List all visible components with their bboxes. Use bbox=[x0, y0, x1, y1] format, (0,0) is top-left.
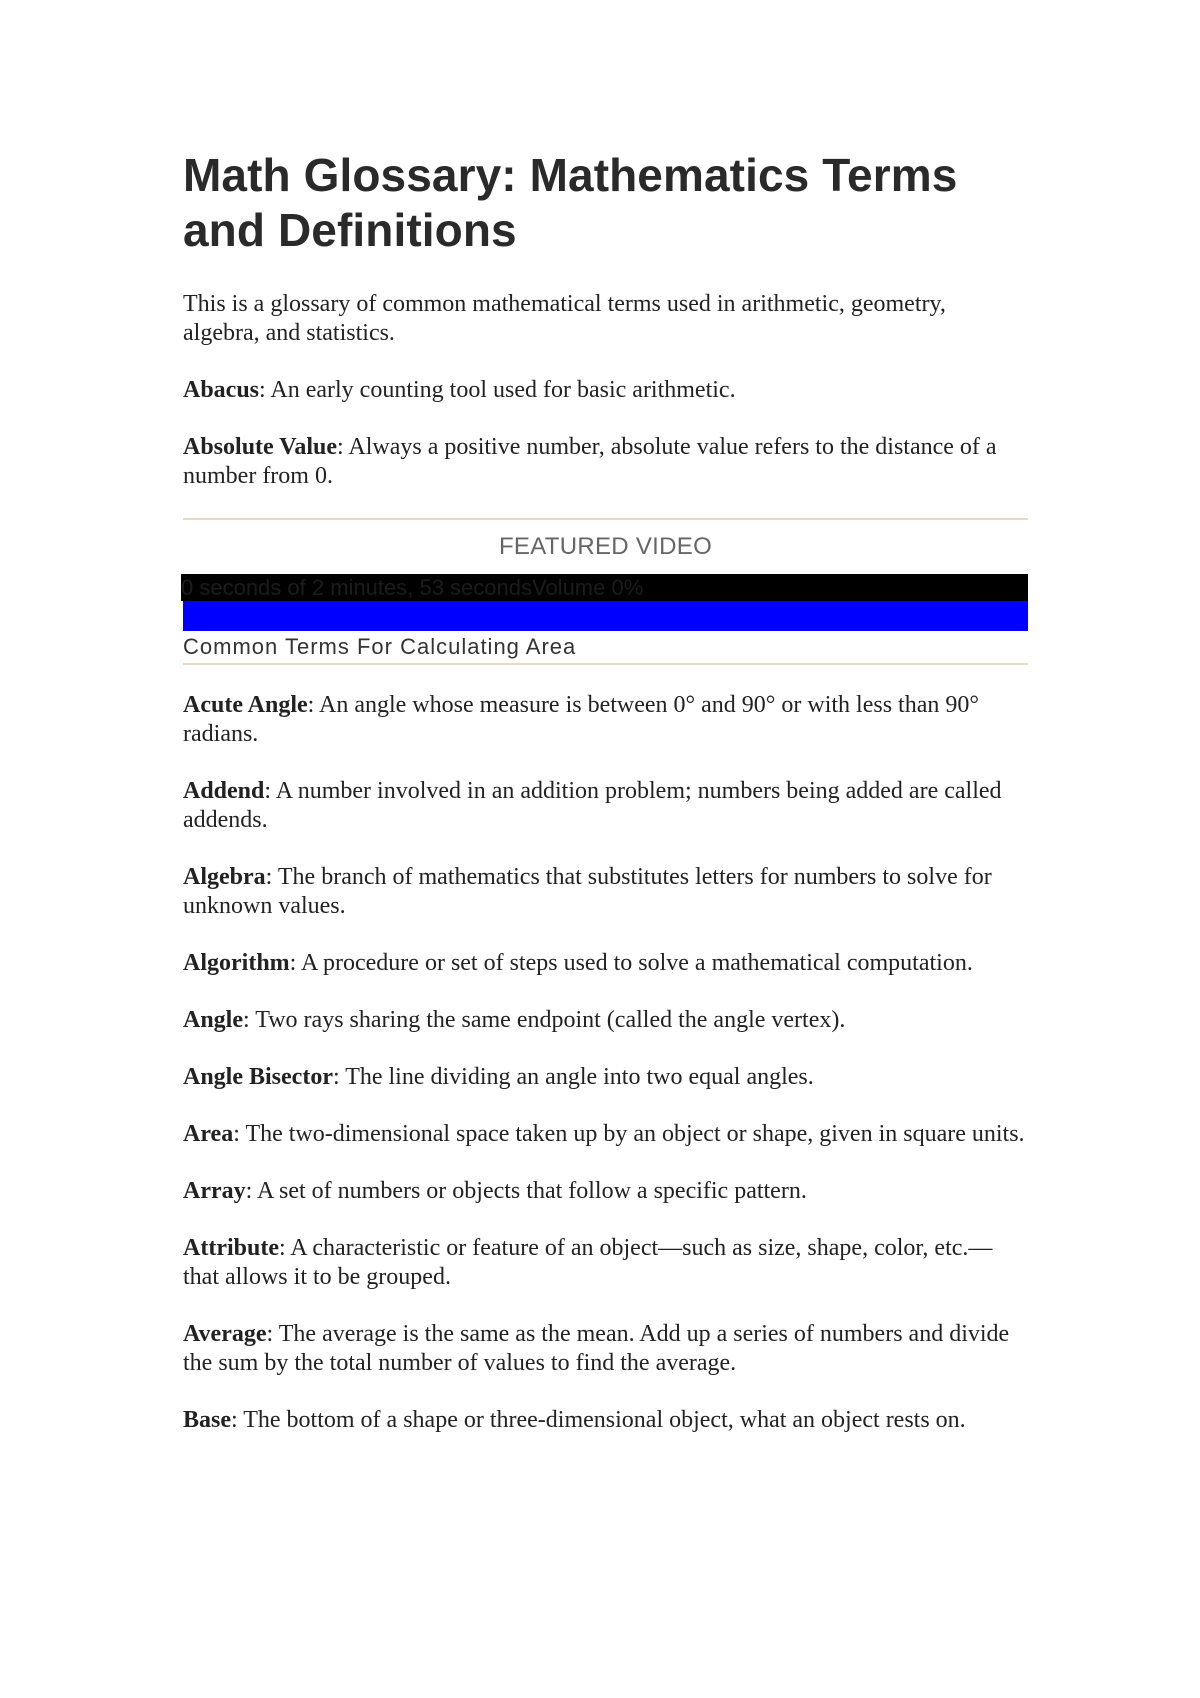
entry-term: Acute Angle bbox=[183, 692, 308, 718]
intro-paragraph: This is a glossary of common mathematical terms used in arithmetic, geometry, algebra, and statistics. bbox=[183, 291, 946, 346]
entry-term: Area bbox=[183, 1121, 234, 1147]
entry-definition: : The average is the same as the mean. Add up a series of numbers and divide the sum by the total number of values to find the average. bbox=[183, 1321, 1010, 1376]
glossary-entry bbox=[183, 949, 1028, 978]
video-player[interactable] bbox=[183, 601, 1028, 631]
entry-definition: : A characteristic or feature of an object—such as size, shape, color, etc.—that allows it to be grouped. bbox=[183, 1235, 993, 1290]
glossary-list bbox=[183, 691, 1028, 1435]
entry-term: Array bbox=[183, 1178, 246, 1204]
glossary-entry bbox=[183, 1006, 1028, 1035]
entry-definition: : The two-dimensional space taken up by an object or shape, given in square units. bbox=[233, 1121, 1025, 1147]
glossary-entry bbox=[183, 1320, 1028, 1378]
glossary-entry bbox=[183, 777, 1028, 835]
entry-term: Abacus bbox=[183, 377, 260, 403]
entry-term: Absolute Value bbox=[183, 434, 338, 460]
page-title: Math Glossary: Mathematics Terms and Definitions bbox=[183, 149, 958, 256]
glossary-entry bbox=[183, 691, 1028, 749]
glossary-entry bbox=[183, 1177, 1028, 1206]
entry-definition: : The line dividing an angle into two equal angles. bbox=[332, 1064, 814, 1090]
entry-definition: : A set of numbers or objects that follow a specific pattern. bbox=[245, 1178, 807, 1204]
video-caption[interactable]: Common Terms For Calculating Area bbox=[183, 634, 577, 659]
entry-term: Angle bbox=[183, 1007, 243, 1033]
entry-term: Attribute bbox=[183, 1235, 279, 1261]
glossary-entry-abacus bbox=[183, 376, 1028, 405]
entry-definition: : The bottom of a shape or three-dimensional object, what an object rests on. bbox=[231, 1407, 966, 1433]
video-player-status[interactable]: 0 seconds of 2 minutes, 53 secondsVolume 0% bbox=[181, 574, 1028, 601]
entry-definition: : A procedure or set of steps used to solve a mathematical computation. bbox=[289, 950, 973, 976]
featured-video-label: FEATURED VIDEO bbox=[498, 533, 713, 560]
glossary-entry bbox=[183, 1234, 1028, 1292]
entry-definition: : Always a positive number, absolute value refers to the distance of a number from 0. bbox=[183, 434, 997, 489]
entry-definition: : The branch of mathematics that substitutes letters for numbers to solve for unknown values. bbox=[183, 864, 992, 919]
glossary-entry bbox=[183, 863, 1028, 921]
entry-term: Base bbox=[183, 1407, 231, 1433]
entry-definition: : Two rays sharing the same endpoint (called the angle vertex). bbox=[243, 1007, 846, 1033]
entry-term: Algorithm bbox=[183, 950, 290, 976]
entry-definition: : An angle whose measure is between 0° and 90° or with less than 90° radians. bbox=[183, 692, 979, 747]
entry-term: Angle Bisector bbox=[183, 1064, 333, 1090]
glossary-entry bbox=[183, 1063, 1028, 1092]
featured-video bbox=[183, 518, 1028, 665]
entry-term: Addend bbox=[183, 778, 265, 804]
glossary-entry bbox=[183, 1120, 1028, 1149]
document-page bbox=[183, 148, 1028, 1435]
entry-term: Average bbox=[183, 1321, 267, 1347]
glossary-entry bbox=[183, 1406, 1028, 1435]
glossary-entry-absolute-value bbox=[183, 433, 1028, 491]
entry-term: Algebra bbox=[183, 864, 266, 890]
entry-definition: : An early counting tool used for basic arithmetic. bbox=[259, 377, 736, 403]
entry-definition: : A number involved in an addition problem; numbers being added are called addends. bbox=[183, 778, 1002, 833]
